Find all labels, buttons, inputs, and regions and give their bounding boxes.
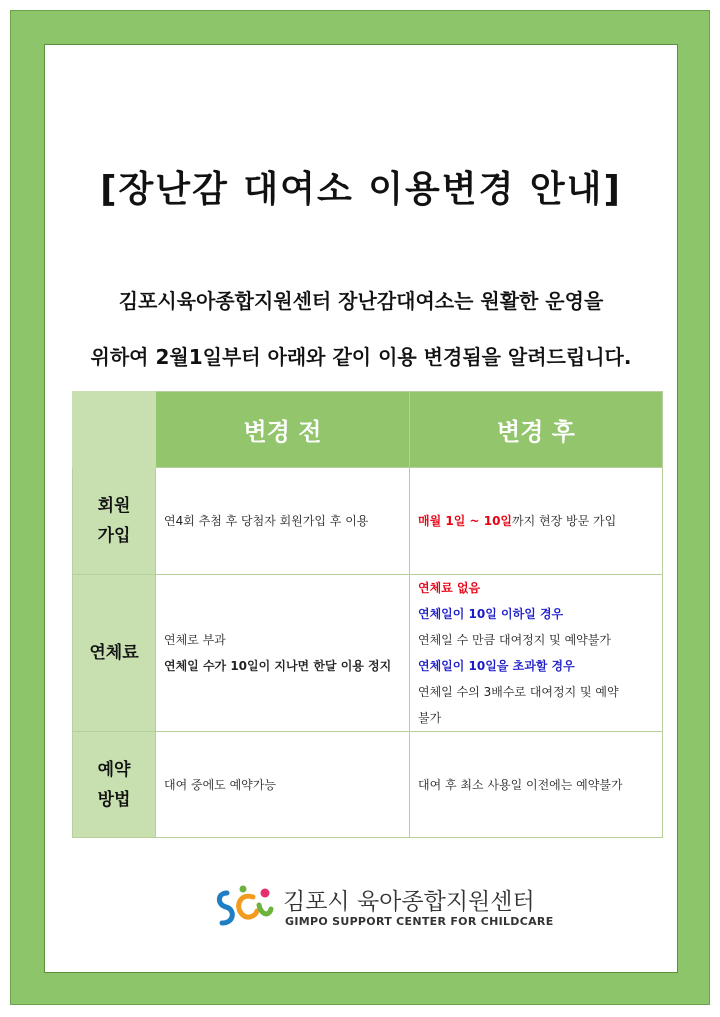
row-label-reservation: 예약 방법: [73, 732, 156, 838]
header-before: 변경 전: [156, 392, 410, 468]
footer-logo: [213, 879, 554, 939]
late-fee-after: 연체료 없음 연체일이 10일 이하일 경우 연체일 수 만큼 대여정지 및 예약불가 연체일이 10일을 초과할 경우 연체일 수의 3배수로 대여정지 및 예약 불가: [410, 575, 663, 732]
header-after: 변경 후: [410, 392, 663, 468]
membership-before: 연4회 추첨 후 당첨자 회원가입 후 이용: [156, 468, 410, 575]
membership-after: [410, 468, 663, 575]
change-table: [72, 391, 663, 838]
page-border: [10, 10, 710, 1005]
intro-line-2: 위하여 2월1일부터 아래와 같이 이용 변경됨을 알려드립니다.: [90, 345, 632, 369]
center-logo-icon: [213, 883, 277, 933]
reservation-before: 대여 중에도 예약가능: [156, 732, 410, 838]
row-label-membership: 회원 가입: [73, 468, 156, 575]
row-label-late-fee: 연체료: [73, 575, 156, 732]
notice-intro: [45, 273, 677, 385]
org-name-ko: 김포시 육아종합지원센터: [283, 889, 535, 915]
membership-period: 매월 1일 ~ 10일: [418, 514, 513, 528]
reservation-after: 대여 후 최소 사용일 이전에는 예약불가: [410, 732, 663, 838]
membership-after-rest: 까지 현장 방문 가입: [512, 514, 617, 528]
late-fee-before: 연체로 부과 연체일 수가 10일이 지나면 한달 이용 정지: [156, 575, 410, 732]
table-row: [73, 575, 663, 732]
table-corner-cell: [73, 392, 156, 468]
table-row: [73, 468, 663, 575]
intro-line-1: 김포시육아종합지원센터 장난감대여소는 원활한 운영을: [118, 289, 604, 313]
notice-panel: [44, 44, 678, 973]
org-name-en: GIMPO SUPPORT CENTER FOR CHILDCARE: [285, 915, 554, 928]
table-header-row: [73, 392, 663, 468]
table-row: [73, 732, 663, 838]
notice-title: [장난감 대여소 이용변경 안내]: [100, 169, 622, 210]
